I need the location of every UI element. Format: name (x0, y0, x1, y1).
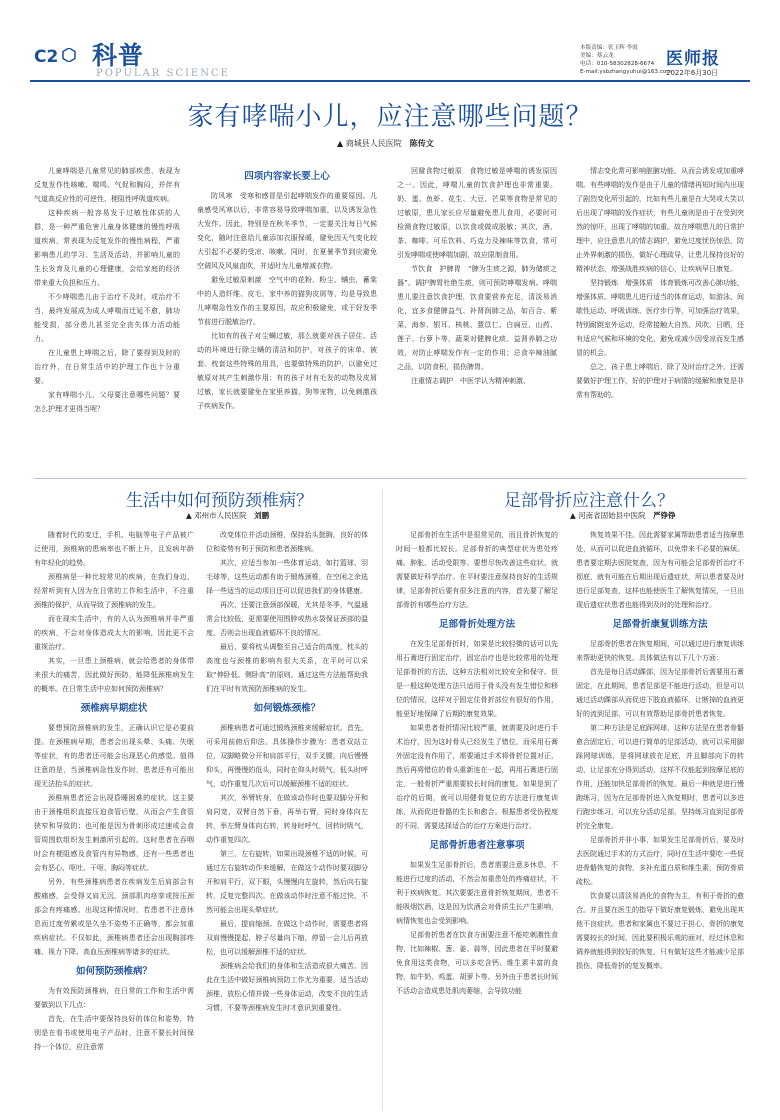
article3-subheading-1: 足部骨折处理方法 (438, 619, 515, 630)
article1-column-1: 儿童哮喘是儿童常见的肺部疾患，表现为反复发作性咳嗽、喘鸣、气促和胸闷，并伴有气道高反应性的可逆性、梗阻性呼吸道疾病。 这种疾病一般容易发于过敏性体质的人群，是一种严重危害儿童身体健康的慢性呼吸道疾病，常表现为反复发作的慢性病程，严重影响患儿的学习、生活及活动，并影响儿童的生长发育及儿童的心理健康，会给家庭的经济带来重大负担和压力。 不少哮喘患儿由于治疗不及时，或治疗不当，最终发展成为成人哮喘而迁延不愈，肺功能受损，部分患儿甚至完全丧失体力活动能力。 在儿童患上哮喘之后，除了要得到及时的治疗外，在日常生活中的护理工作也十分重要。 家有哮喘小儿，父母要注意哪些问题？要怎么护理才更得当呢？ (34, 167, 180, 413)
article3-byline: ▲ 河南省固始县中医院 严铮铮 (570, 511, 676, 520)
article3-column-1: 足部骨折在生活中是很常见的，而且骨折恢复的时间一般都比较长。足部骨折的典型症状为患处疼痛、肿胀、活动受限等。要想尽快改善这些症状，就需要做好科学治疗。在平时要注意保持良好的生活规律，足部骨折后要有很多注意的内容，首先要了解足部骨折有哪些治疗方法。 足部骨折处理方法 在发生足部骨折时，如果是比较轻微的话可以先用石膏进行固定治疗，固定治疗也是比较常用的处理足部骨折的方法，这种方法相对比较安全和保守。但是一般这种处理方法只适用于骨头没有发生错位和移位的情况，这样对于固定住骨折部位有很好的作用，能更好地保障了后期的康复效果。 如果患者骨折情况比较严重，就需要及时进行手术治疗，因为这时骨头已经发生了错位，而采用石膏外固定没有作用了，需要通过手术将骨折位置对正，然后再将错位的骨头重新连在一起，再用石膏进行固定，一般骨折严重需要较长时间的康复。如果是到了治疗的后期，就可以用健骨复位的方法进行康复训练，从而促进骨骼的生长和愈合。根据患者受伤程度的不同，需要选择适合的治疗方案进行治疗。 足部骨折患者注意事项 如果发生足部骨折后，患者需要注意多休息，不能进行过度的活动，不然会加重患处的疼痛症状，不利于疾病恢复。其次要要注意骨折恢复期间，患者不能吸烟饮酒，这是因为饮酒会对骨质生长产生影响，病情恢复也会受到影响。 足部骨折患者在饮食方面要注意不能吃刺激性食物，比如辣椒、葱、姜、蒜等，因此患者在平时要避免食用这类食物，可以多吃含钙、维生素丰富的食物，如牛奶、鸡蛋、胡萝卜等。另外由于患者长时间不活动会造成患处肌肉萎缩，会导致功能 (396, 531, 558, 995)
article2-column-2: 改变体位并活动颈椎，保持抬头挺胸，良好的体位和姿势有利于预防和患者颈椎病。 其次，应适当参加一些体育运动，如打篮球、羽毛球等，这些运动都有助于锻炼颈椎，在空闲之余选择一些适当的运动项目还可以促进我们的身体健康。 再次，还要注意颈部保暖，尤其是冬季，气温通常会比较低，更需要使用围脖或热水袋保证颈部的温度，否则会出现血液循环不良的情况。 最后，要将枕头调整至自己适合的高度，枕头的高度也与颈椎的影响有很大关系，在平时可以采取“伸卧低、侧卧高”的原则。通过这些方法能帮助我们在平时有效预防颈椎病的发生。 如何锻炼颈椎？ 颈椎病患者可通过锻炼颈椎来缓解症状。首先，可采用前俯后仰法。具体操作步骤为：患者双站立位，双脚略微分开和肩部平行，双手叉腰，向后慢慢仰头，再慢慢的低头，同时在仰头时吸气，低头时呼气，动作重复几次后可以缓解颈椎不适的症状。 其次，举臂转身，在做该动作时也要双脚分开和肩同宽，双臂自然下垂，再举右臂，同时身体向左转，举左臂身体向右转，转身时呼气，回转时吸气，动作重复四次。 第三，左右旋转，如果出现颈椎不适的时候，可通过左右旋转动作来缓解，在做这个动作时要双脚分开和肩平行，双下眼，头慢慢向左旋转，然后向右旋转，反复完整四次。在做该动作时注意不能过快，不然可能会出现头晕症状。 最后，提肩缩颈。在做这个动作时，需要患者将双肩慢慢提起，脖子尽量向下缩，停留一会儿后再放松，也可以缓解颈椎不适的症状。 颈椎病会给我们的身体和生活造成很大痛苦。因此在生活中做好颈椎病预防工作尤为重要，适当活动颈椎，放松心情并做一些身体运动，改变不良的生活习惯，不要等颈椎病发生时才意识到重要性。 (206, 531, 368, 1012)
issue-date: 2022年6月30日 (666, 69, 719, 77)
header-rule (30, 80, 750, 82)
hexagon-icon (62, 48, 76, 62)
article2-byline: ▲ 邓州市人民医院 刘鹏 (186, 511, 270, 520)
article3-subheading-3: 足部骨折康复训练方法 (612, 619, 708, 630)
article3-title: 足部骨折应注意什么？ (504, 491, 674, 511)
article1-column-2: 四项内容家长要上心 防风寒 受寒和感冒是引起哮喘发作的重要原因。儿童感受风寒以后，非常容易导致哮喘加重，以及诱发急性大发作。因此，特别是在秋冬季节，一定要关注每日气候变化，随时注意给儿童添加衣服保暖，避免因天气变化较大引起不必要的受凉、咳嗽。同时，在夏暑季节到应避免空调风及风扇直吹，并适时为儿童增减衣物。 避免过敏原刺激 空气中的花粉、粉尘、螨虫，蓄棠中的人造纤维、皮毛，家中养的猫狗皮屑等，均是导致患儿哮喘急性发作的主要原因，故应积极避免，或于好发季节前进行脱敏治疗。 比如有的孩子对尘螨过敏，那么就要对孩子居住、活动的环境进行除尘螨的清洁和防护，对孩子的床单、被套、枕套这些特殊的用具，也要做特殊的防护，以避免过敏原对其产生刺激作用；有的孩子对有毛发的动物及皮屑过敏，家长就要避免在家里养猫、狗等宠物，以免刺激孩子疾病发作。 (197, 171, 377, 410)
article1-byline: ▲ 商城县人民医院 陈传文 (337, 139, 434, 148)
article1-column-4: 情志变化常可影响脏腑功能，从而会诱发或加重哮喘。有些哮喘的发作是由于儿童的情绪再短时间内出现了剧烈变化所引起的，比如有些儿童是在大哭或大笑以后出现了哮喘的发作症状，有些儿童则是由于在受到突然的惊吓，出现了哮喘的加重。故在哮喘患儿的日常护理中，应注意患儿的情志调护，避免过度忧伤惊恐，防止外界刺激的损伤，做好心理疏导，让患儿保持良好的精神状态，增强战胜疾病的信心，让疾病早日康复。 坚持锻炼 增强体质 体育锻炼可改善心肺功能，增强体质。哮喘患儿进行适当的体育运动，如游泳、间歇性运动、呼吸训练、医疗步行等，可加强治疗效果，特别耐跳室外运动，经常接触大自然、风吹、日晒，还有适应气候和环境的变化，避免或减少因受凉而发生感冒的机会。 总之，孩子患上哮喘后，除了及时治疗之外，还需要做好护理工作，好的护理对于病情的缓解和康复是非常有帮助的。 (576, 167, 744, 399)
article1-column-3: 回避食物过敏原 食物过敏是哮喘的诱发原因之一。因此，哮喘儿童的饮食护理也非常重要。奶、蛋、鱼虾、花生、大豆、芒果等食物是常见的过敏原，患儿家长应尽量避免患儿食用，必要时可检测食物过敏原，以饮食或做成脱敏；其次，酒、茶、咖啡、可乐饮料、巧克力及辣味等饮食，常可引发哮喘或使哮喘加剧，故应限制食用。 节饮食 护脾胃 “脾为生痰之源，肺为储痰之器”。调护脾胃杜绝生痰，则可预防哮喘发病。哮喘患儿要注意饮食护理，饮食要营养充足，清淡易消化，宜多食健脾益气、补肾润肺之品，如百合、紫菜、海参、银耳、核桃、薏苡仁、白扁豆、山药、莲子、台萝卜等，蔬果对健脾化痰、益肾养肺之功效，对防止哮喘发作有一定的作用；忌食辛辣油腻之品，以防食积，损伤脾胃。 注重情志调护 中医学认为精神刺激、 (397, 167, 557, 385)
article2-column-1: 随着时代的变迁，手机、电脑等电子产品被广泛使用，颈椎病的患病率也不断上升，且发病年龄有年轻化的趋势。 颈椎病是一种比较常见的疾病，在我们身边，经常听到有人因为在日常的工作和生活中，不注重颈椎的保护，从而导致了颈椎病的发生。 而在现实生活中，有的人认为颈椎病并非严重的疾病，不会对身体造成太大的影响，因此更不会重视治疗。 其实，一旦患上颈椎病，就会给患者的身体带来很大的痛苦，因此做好预防，能降低颈椎病发生的概率。在日常生活中应如何预防颈椎病？ 颈椎病早期症状 要想预防颈椎病的发生，正确认识它是必要前提。在颈椎病早期，患者会出现头晕、头痛、失眠等症状，有的患者还可能会出现恶心的感觉。值得注意的是，当颈椎病急性发作时，患者还有可能出现无法抬头的症状。 颈椎病患者还会出现昏睡困难的症状。这主要由于颈椎组织直接压迫食管后壁，从而会产生食管狭窄和导致的；也可能是因为骨刺形成过速或会食管周围软组织发生刺激所引起的。这时患者在吞咽时会有梗阻感及食管内有异物感，还有一些患者也会有恶心、呕吐、干呕、胸闷等症状。 另外，有些颈椎病患者在疾病发生后肩部会有酸痛感，会受得又肩无沉、颈部肌肉痉挛或按压颈部会有疼痛感。出现这种情况时，若患者不注意休息而过度劳累或是久坐不姿势不正确等，都会加重疾病症状。不仅如此，颈椎病患者还会出现胸部疼痛、视力下降、高血压颈椎病等诸多的症状。 如何预防颈椎病？ 为有效预防颈椎病，在日常的工作和生活中需要做到以下几点： 首先，在生活中要保持良好的体位和姿势，特别是在看书或使用电子产品时，注意不要长时间保持一个体位，应注意常 (34, 531, 194, 1051)
article3-subheading-2: 足部骨折患者注意事项 (429, 840, 525, 851)
article3-column-2: 恢复效果不佳。因此需要家属帮助患者适当按摩患处，从而可以促进血液循环，以免带来不必要的麻烦。患者要定期去医院复查，因为有可能会足部骨折治疗不彻底，就有可能在后期出现后遗症状，所以患者要及时进行足部复查，这样也能使医生了解恢复情况，一旦出现后遗症状患者也能得到及时的处理和治疗。 足部骨折康复训练方法 足部骨折患者在恢复期间，可以通过进行康复训练来帮助更快的恢复。具体做法有以下几个方面： 首先是每日活动踝部，因为足部骨折后需要用石膏固定，在此期间，患者足部是不能进行活动，但是可以通过活动踝部从而促进下肢血液循环，让断掉的血液更好的流到足部，可以有效帮助足部骨折患者恢复。 第二种方法是足底踩网球，这种方法是在患者骨骼愈合固定后，可以进行简单的足部活动，就可以采用脚踩网球训练，是将网球放在足底，并且脚部向下的转动，让足部充分得到活动，这样不仅能起到按摩足底的作用，还能加快足部骨折的恢复。最后一种就是进行慢跑练习，因为在足部骨折进入恢复期时，患者可以多进行跑步练习，可以充分活动足部，坚持练习直到足部骨折完全康复。 足部骨折并非小事，如果发生足部骨折后，要及时去医院通过手术的方式治疗，同时在生活中要吃一些促进骨骼恢复的食物，多补充蛋白质和维生素，预防骨质疏松。 饮食要以清淡易消化的食物为主，有利于骨折的愈合。并且要在医生的指导下做好康复锻炼，避免出现其他不良症状。患者和家属也不要过于担心，骨折的康复需要较长的时间，因此要积极乐观的面对，经过休息和调养就能得到较好的恢复，只有做好这些才能减少足部损伤，降低骨折的复发概率。 (576, 531, 744, 970)
editorial-staff: 本版责编：张玉辉 李霞 美编：蔡云龙 电话：010-58302828-6674 E-mail:ysbzhangyuhui@163.com (580, 45, 672, 75)
section-divider (34, 478, 746, 479)
page-number: C2 (34, 47, 59, 67)
section-title: 科普 (92, 41, 145, 70)
article2-subheading-2: 如何预防颈椎病？ (75, 966, 152, 977)
article2-subheading-1: 颈椎病早期症状 (80, 703, 148, 714)
article2-title: 生活中如何预防颈椎病？ (126, 491, 313, 511)
section-title-en: POPULAR SCIENCE (96, 68, 230, 79)
article1-title: 家有哮喘小儿，应注意哪些问题？ (187, 102, 593, 132)
column-divider (382, 490, 383, 1110)
newspaper-logo: 医师报 (666, 49, 720, 69)
article2-subheading-3: 如何锻炼颈椎？ (253, 703, 321, 714)
article1-subheading: 四项内容家长要上心 (244, 171, 330, 182)
